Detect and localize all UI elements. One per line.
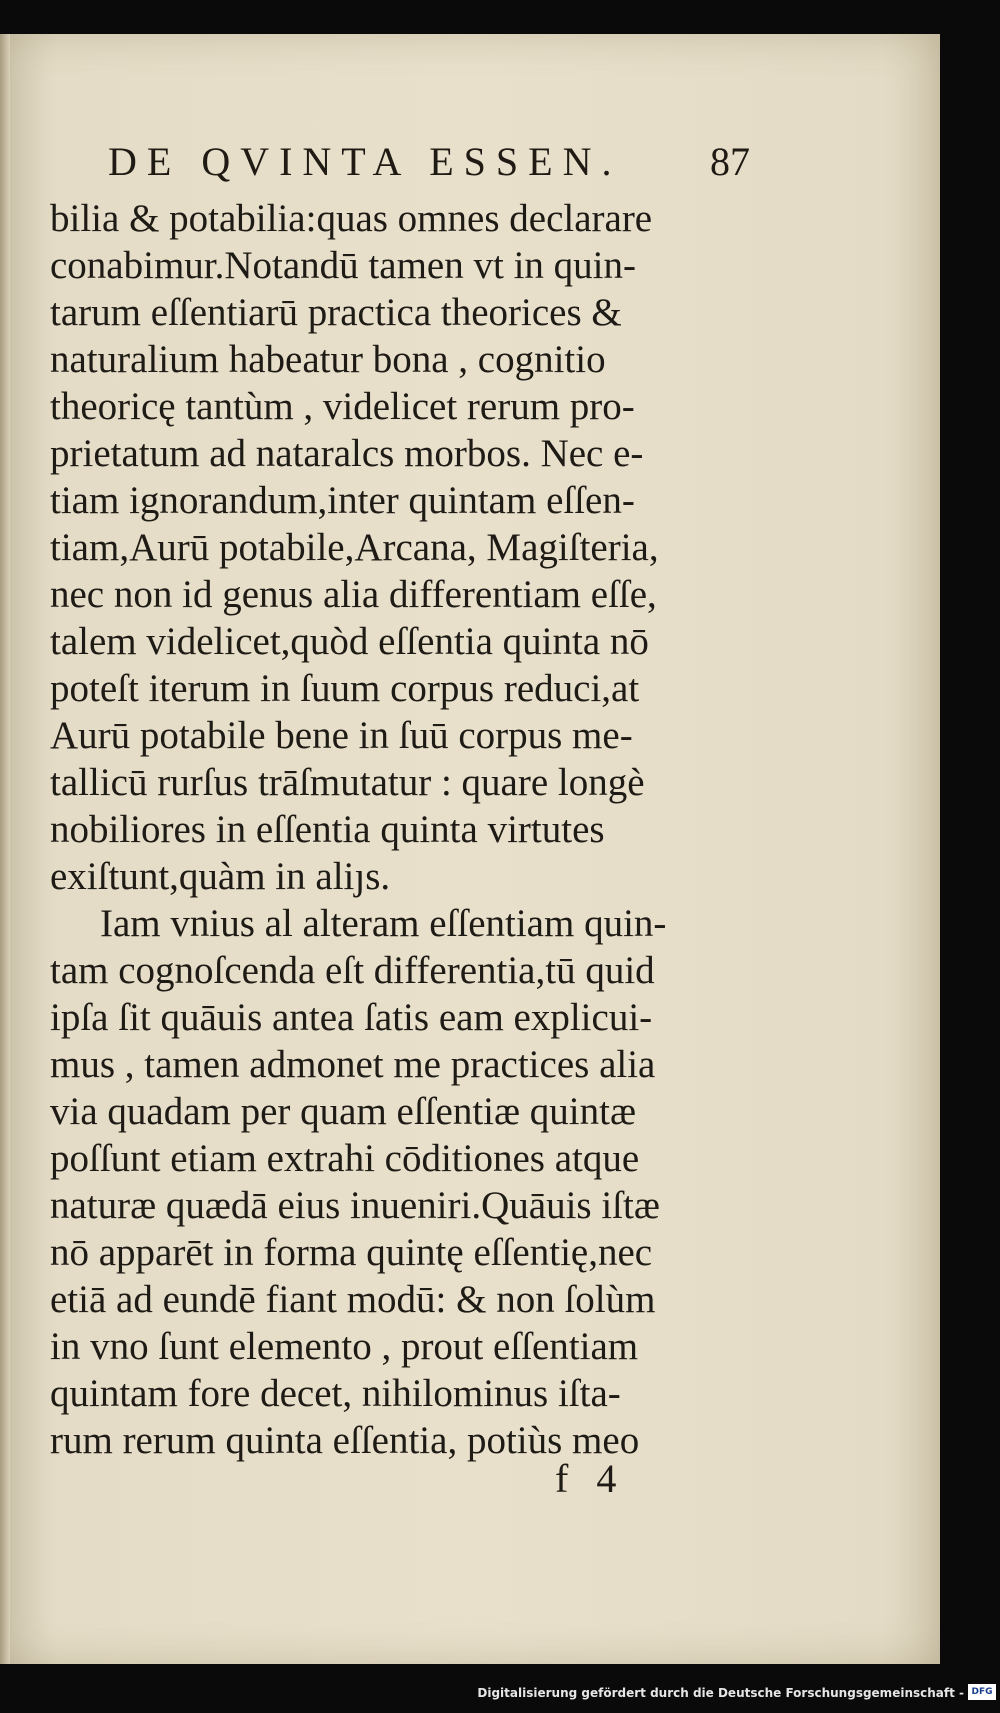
text-line: mus , tamen admonet me practices alia (50, 1043, 656, 1086)
text-line: bilia & potabilia:quas omnes declarare (50, 197, 653, 240)
paragraph-start-line: Iam vnius al alteram eſſentiam quin- (100, 902, 667, 945)
text-line: naturæ quædā eius inueniri.Quāuis iſtæ (50, 1184, 660, 1227)
text-line: poſſunt etiam extrahi cōditiones atque (50, 1137, 640, 1180)
running-title: DE QVINTA ESSEN. (108, 139, 622, 184)
body-text (50, 195, 760, 1464)
text-line: tallicū rurſus trāſmutatur : quare longè (50, 761, 645, 804)
text-line: prietatum ad nataralcs morbos. Nec e- (50, 432, 644, 475)
text-line: ipſa ſit quāuis antea ſatis eam explicui- (50, 996, 653, 1039)
text-line: nec non id genus alia differentiam eſſe, (50, 573, 657, 616)
digitization-note: Digitalisierung gefördert durch die Deutsche Forschungsgemeinschaft - (477, 1686, 964, 1700)
text-line: tiam ignorandum,inter quintam eſſen- (50, 479, 635, 522)
page-gutter (0, 34, 10, 1664)
text-line: tam cognoſcenda eſt differentia,tū quid (50, 949, 655, 992)
running-header (108, 138, 758, 198)
text-line: poteſt iterum in ſuum corpus reduci,at (50, 667, 640, 710)
text-line: nō apparēt in forma quintę eſſentię,nec (50, 1231, 653, 1274)
text-line: etiā ad eundē fiant modū: & non ſolùm (50, 1278, 656, 1321)
page-number: 87 (710, 139, 750, 184)
text-line: tiam,Aurū potabile,Arcana, Magiſteria, (50, 526, 659, 569)
text-line: naturalium habeatur bona , cognitio (50, 338, 606, 381)
footer-bar (0, 1678, 1000, 1713)
text-line: via quadam per quam eſſentiæ quintæ (50, 1090, 636, 1133)
text-line: nobiliores in eſſentia quinta virtutes (50, 808, 605, 851)
text-line: exiſtunt,quàm in aliȷs. (50, 855, 391, 898)
text-line: conabimur.Notandū tamen vt in quin- (50, 244, 636, 287)
text-line: tarum eſſentiarū practica theorices & (50, 291, 622, 334)
dfg-logo[interactable]: DFG (968, 1684, 996, 1700)
text-line: in vno ſunt elemento , prout eſſentiam (50, 1325, 639, 1368)
text-line: theoricę tantùm , videlicet rerum pro- (50, 385, 635, 428)
signature-mark: f 4 (555, 1456, 617, 1501)
text-line: rum rerum quinta eſſentia, potiùs meo (50, 1419, 640, 1462)
text-line: quintam fore decet, nihilominus iſta- (50, 1372, 621, 1415)
text-line: Aurū potabile bene in ſuū corpus me- (50, 714, 633, 757)
text-line: talem videlicet,quòd eſſentia quinta nō (50, 620, 649, 663)
